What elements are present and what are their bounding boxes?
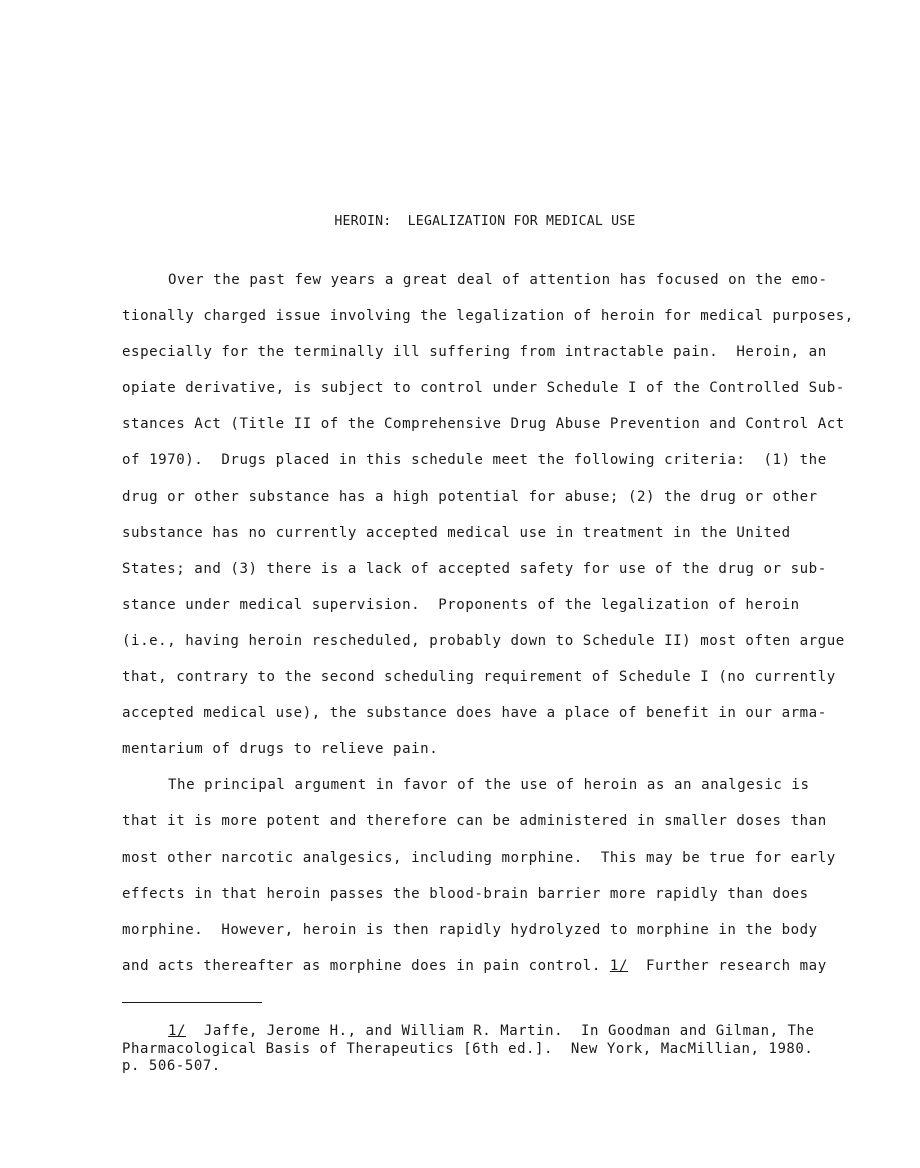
text-line: tionally charged issue involving the legalization of heroin for medical purposes, (122, 308, 854, 325)
text-line: opiate derivative, is subject to control under Schedule I of the Controlled Sub- (122, 380, 845, 397)
text-line: States; and (3) there is a lack of accepted safety for use of the drug or sub- (122, 560, 827, 577)
text-line: stances Act (Title II of the Comprehensive Drug Abuse Prevention and Control Act (122, 416, 845, 433)
document-title: HEROIN: LEGALIZATION FOR MEDICAL USE (334, 214, 636, 229)
footnote-text: Jaffe, Jerome H., and William R. Martin. In Goodman and Gilman, The (185, 1023, 815, 1039)
text-line: mentarium of drugs to relieve pain. (122, 741, 439, 758)
footnote-reference: 1/ (609, 957, 628, 974)
text-line: that, contrary to the second scheduling requirement of Schedule I (no currently (122, 669, 836, 686)
text-line: effects in that heroin passes the blood-brain barrier more rapidly than does (122, 885, 809, 902)
text-line: stance under medical supervision. Proponents of the legalization of heroin (122, 596, 800, 613)
text-line: of 1970). Drugs placed in this schedule meet the following criteria: (1) the (122, 452, 827, 469)
footnote-marker: 1/ (168, 1023, 186, 1039)
text-line: accepted medical use), the substance does have a place of benefit in our arma- (122, 705, 827, 722)
text-line: drug or other substance has a high potential for abuse; (2) the drug or other (122, 488, 818, 505)
text-line (122, 948, 882, 984)
footnote-divider (122, 1002, 262, 1003)
text-line: most other narcotic analgesics, including morphine. This may be true for early (122, 849, 836, 866)
text-line: especially for the terminally ill suffering from intractable pain. Heroin, an (122, 344, 827, 361)
text-line: substance has no currently accepted medical use in treatment in the United (122, 524, 791, 541)
footnote-line: Pharmacological Basis of Therapeutics [6th ed.]. New York, MacMillian, 1980. (122, 1040, 814, 1057)
footnote-line (122, 1023, 882, 1041)
text-segment: and acts thereafter as morphine does in pain control. (122, 957, 610, 974)
text-line: The principal argument in favor of the use of heroin as an analgesic is (168, 777, 810, 794)
text-line: that it is more potent and therefore can be administered in smaller doses than (122, 813, 827, 830)
footnote (122, 1023, 882, 1076)
text-line: (i.e., having heroin rescheduled, probably down to Schedule II) most often argue (122, 632, 845, 649)
text-line: Over the past few years a great deal of attention has focused on the emo- (168, 272, 828, 288)
text-line: morphine. However, heroin is then rapidly hydrolyzed to morphine in the body (122, 921, 818, 938)
body-text (122, 262, 882, 984)
text-segment: Further research may (627, 957, 827, 974)
footnote-line: p. 506-507. (122, 1058, 221, 1074)
